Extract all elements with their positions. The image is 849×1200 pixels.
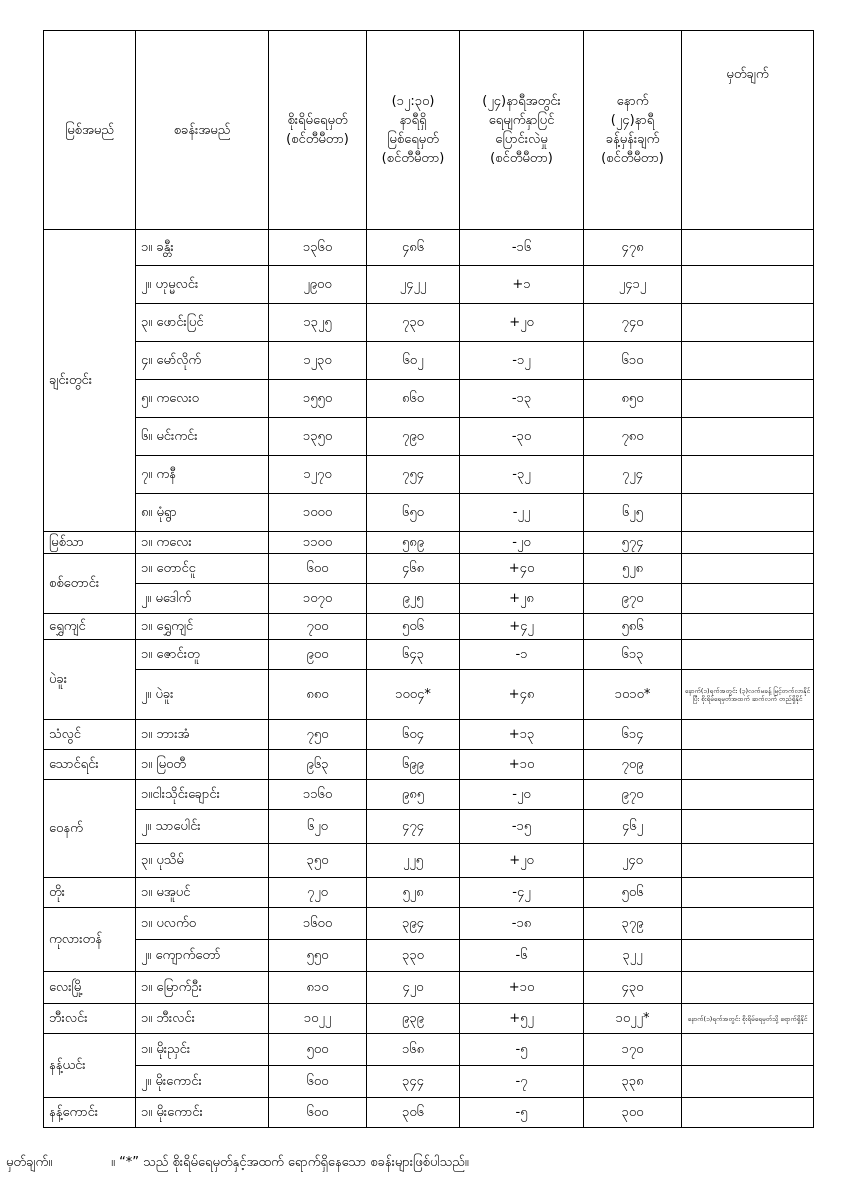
station-name: ၁။ ရွှေကျင် [136,614,269,640]
danger-level: ၆၀၀ [269,1066,367,1098]
table-row [44,584,814,614]
current-level: ၆၉၉ [367,750,460,780]
station-name: ၁။ မိုးညှင်း [136,1034,269,1066]
remark-cell [682,1066,814,1098]
table-row [44,940,814,972]
river-name: ပဲခူး [44,640,136,720]
station-name: ၁။ ခန္တီး [136,230,269,266]
river-name: လေးမြို့ [44,972,136,1004]
table-row [44,670,814,720]
current-level: ၅၈၉ [367,532,460,554]
station-name: ၁။ မအူပင် [136,878,269,908]
forecast-level: ၁၀၁၀* [584,670,682,720]
remark-cell [682,720,814,750]
station-name: ၁။ မြောက်ဦး [136,972,269,1004]
river-name: နန့်ယင်း [44,1034,136,1098]
remark-cell [682,266,814,304]
header-remark: မှတ်ချက် [682,31,814,230]
current-level: ၉၈၅ [367,780,460,810]
table-row [44,230,814,266]
level-change: -၆ [460,940,584,972]
danger-level: ၅၅၀ [269,940,367,972]
forecast-level: ၆၁၃ [584,640,682,670]
river-name: ဝေနက် [44,780,136,878]
danger-level: ၁၂၇၀ [269,456,367,494]
forecast-level: ၄၆၂ [584,810,682,844]
water-level-report [43,30,813,1128]
station-name: ၁။ မြဝတီ [136,750,269,780]
remark-cell [682,494,814,532]
current-level: ၄၇၄ [367,810,460,844]
danger-level: ၇၂၀ [269,878,367,908]
forecast-level: ၅၈၆ [584,614,682,640]
remark-cell [682,844,814,878]
footnote-label: မှတ်ချက်။ [6,1155,53,1170]
forecast-level: ၃၇၉ [584,908,682,940]
danger-level: ၉၆၃ [269,750,367,780]
danger-level: ၆၂၀ [269,810,367,844]
level-change: -၁ [460,640,584,670]
forecast-level: ၉၇၀ [584,584,682,614]
remark-cell [682,532,814,554]
current-level: ၆၅၀ [367,494,460,532]
station-name: ၈။ မုံရွာ [136,494,269,532]
current-level: ၇၉၀ [367,418,460,456]
river-name: ကုလားတန် [44,908,136,972]
current-level: ၂၂၅ [367,844,460,878]
current-level: ၄၆၈ [367,554,460,584]
level-change: +၂၀ [460,844,584,878]
remark-cell [682,878,814,908]
table-row [44,750,814,780]
level-change: -၅ [460,1098,584,1128]
station-name: ၁။ ဘီးလင်း [136,1004,269,1034]
danger-level: ၁၁၆၀ [269,780,367,810]
level-change: -၁၃ [460,380,584,418]
table-row [44,1066,814,1098]
table-row [44,304,814,342]
station-name: ၁။ ပလက်ဝ [136,908,269,940]
station-name: ၁။ ကလေး [136,532,269,554]
river-name: ရွှေကျင် [44,614,136,640]
table-row [44,908,814,940]
level-change: -၃၂ [460,456,584,494]
level-change: -၁၅ [460,810,584,844]
level-change: +၄၂ [460,614,584,640]
danger-level: ၁၃၅၀ [269,418,367,456]
station-name: ၃။ ပုသိမ် [136,844,269,878]
river-name: ချင်းတွင်း [44,230,136,532]
danger-level: ၂၉၀၀ [269,266,367,304]
remark-cell [682,554,814,584]
level-change: -၃၀ [460,418,584,456]
remark-cell [682,614,814,640]
current-level: ၂၄၂၂ [367,266,460,304]
forecast-level: ၅၀၆ [584,878,682,908]
table-row [44,1004,814,1034]
forecast-level: ၆၁၀ [584,342,682,380]
current-level: ၄၈၆ [367,230,460,266]
danger-level: ၁၃၆၀ [269,230,367,266]
forecast-level: ၄၇၈ [584,230,682,266]
forecast-level: ၇၄၀ [584,304,682,342]
remark-cell: နောက်(၁)ရက်အတွင်း စိုးရိမ်ရေမှတ်သို့ ရောက်ရှိနိုင် [682,1004,814,1034]
level-change: -၁၂ [460,342,584,380]
current-level: ၈၆၀ [367,380,460,418]
current-level: ၃၄၄ [367,1066,460,1098]
current-level: ၃၉၄ [367,908,460,940]
table-row [44,640,814,670]
table-row [44,418,814,456]
current-level: ၁၆၈ [367,1034,460,1066]
header-river: မြစ်အမည် [44,31,136,230]
station-name: ၂။ ပဲခူး [136,670,269,720]
table-body [44,230,814,1128]
current-level: ၁၀၀၄* [367,670,460,720]
remark-cell [682,584,814,614]
table-row [44,844,814,878]
level-change: -၁၆ [460,230,584,266]
header-current-level: (၁၂:၃၀) နာရီရှိ မြစ်ရေမှတ် (စင်တီမီတာ) [367,31,460,230]
danger-level: ၁၅၅၀ [269,380,367,418]
table-row [44,342,814,380]
station-name: ၄။ မော်လိုက် [136,342,269,380]
current-level: ၅၂၈ [367,878,460,908]
forecast-level: ၁၀၂၂* [584,1004,682,1034]
level-change: +၂၀ [460,304,584,342]
remark-cell [682,810,814,844]
danger-level: ၇၀၀ [269,614,367,640]
current-level: ၅၀၆ [367,614,460,640]
current-level: ၃၀၆ [367,1098,460,1128]
table-row [44,720,814,750]
remark-cell [682,304,814,342]
table-row [44,266,814,304]
forecast-level: ၂၄၁၂ [584,266,682,304]
forecast-level: ၃၂၂ [584,940,682,972]
level-change: +၁ [460,266,584,304]
forecast-level: ၇၀၉ [584,750,682,780]
station-name: ၁။ ဇောင်းတူ [136,640,269,670]
danger-level: ၅၀၀ [269,1034,367,1066]
danger-level: ၃၅၀ [269,844,367,878]
danger-level: ၇၅၀ [269,720,367,750]
station-name: ၂။ ကျောက်တော် [136,940,269,972]
table-row [44,878,814,908]
forecast-level: ၄၃၀ [584,972,682,1004]
current-level: ၇၃၀ [367,304,460,342]
remark-cell [682,940,814,972]
station-name: ၆။ မင်းကင်း [136,418,269,456]
station-name: ၁။ မိုးကောင်း [136,1098,269,1128]
water-level-table [43,30,814,1128]
remark-cell: နောက်(၁)ရက်အတွင်း (၃)လက်မခန့် မြင့်တက်လာနိုင်ပြီး စိုးရိမ်ရေမှတ်အထက် ဆက်လက် တည်ရှိနိုင် [682,670,814,720]
river-name: တိုး [44,878,136,908]
station-name: ၁။ငါးသိုင်းချောင်း [136,780,269,810]
remark-cell [682,418,814,456]
current-level: ၉၃၉ [367,1004,460,1034]
table-row [44,532,814,554]
header-row [44,31,814,230]
station-name: ၂။ ဟုမ္မလင်း [136,266,269,304]
forecast-level: ၂၄၀ [584,844,682,878]
footnote [6,1154,469,1173]
station-name: ၂။ သာပေါင်း [136,810,269,844]
header-24h-change: (၂၄)နာရီအတွင်း ရေမျက်နှာပြင် ပြောင်းလဲမှု (စင်တီမီတာ) [460,31,584,230]
table-row [44,614,814,640]
danger-level: ၆၀၀ [269,1098,367,1128]
danger-level: ၉၀၀ [269,640,367,670]
level-change: -၄၂ [460,878,584,908]
station-name: ၇။ ကနီ [136,456,269,494]
table-row [44,972,814,1004]
forecast-level: ၉၇၀ [584,780,682,810]
danger-level: ၁၀၂၂ [269,1004,367,1034]
table-row [44,456,814,494]
table-row [44,780,814,810]
level-change: -၅ [460,1034,584,1066]
forecast-level: ၇၂၄ [584,456,682,494]
river-name: သံလွင် [44,720,136,750]
station-name: ၃။ ဖောင်းပြင် [136,304,269,342]
forecast-level: ၅၂၈ [584,554,682,584]
current-level: ၆၀၄ [367,720,460,750]
table-row [44,554,814,584]
current-level: ၉၂၅ [367,584,460,614]
station-name: ၁။ ဘားအံ [136,720,269,750]
level-change: -၂၀ [460,532,584,554]
level-change: -၂၀ [460,780,584,810]
header-danger-level: စိုးရိမ်ရေမှတ် (စင်တီမီတာ) [269,31,367,230]
station-name: ၁။ တောင်ငူ [136,554,269,584]
danger-level: ၆၀၀ [269,554,367,584]
level-change: -၂၂ [460,494,584,532]
river-name: သောင်ရင်း [44,750,136,780]
level-change: +၁၀ [460,750,584,780]
level-change: -၇ [460,1066,584,1098]
table-row [44,494,814,532]
header-station: စခန်းအမည် [136,31,269,230]
danger-level: ၁၂၃၀ [269,342,367,380]
forecast-level: ၈၅၀ [584,380,682,418]
current-level: ၆၀၂ [367,342,460,380]
level-change: +၅၂ [460,1004,584,1034]
river-name: မြစ်သာ [44,532,136,554]
current-level: ၃၃၀ [367,940,460,972]
footnote-text: ။ “*” သည် စိုးရိမ်ရေမှတ်နှင့်အထက် ရောက်ရှိနေသော စခန်းများဖြစ်ပါသည်။ [111,1155,469,1170]
danger-level: ၁၆၀၀ [269,908,367,940]
danger-level: ၈၁၀ [269,972,367,1004]
level-change: +၁၃ [460,720,584,750]
remark-cell [682,640,814,670]
station-name: ၅။ ကလေးဝ [136,380,269,418]
forecast-level: ၅၇၄ [584,532,682,554]
forecast-level: ၆၁၄ [584,720,682,750]
remark-cell [682,1034,814,1066]
level-change: +၁၀ [460,972,584,1004]
current-level: ၄၂၀ [367,972,460,1004]
table-row [44,1034,814,1066]
river-name: စစ်တောင်း [44,554,136,614]
river-name: နန့်ကောင်း [44,1098,136,1128]
remark-cell [682,456,814,494]
danger-level: ၁၁၀၀ [269,532,367,554]
remark-cell [682,750,814,780]
remark-cell [682,780,814,810]
station-name: ၂။ မဒေါက် [136,584,269,614]
level-change: +၄၈ [460,670,584,720]
remark-cell [682,1098,814,1128]
level-change: +၂၈ [460,584,584,614]
station-name: ၂။ မိုးကောင်း [136,1066,269,1098]
table-row [44,810,814,844]
remark-cell [682,908,814,940]
remark-cell [682,972,814,1004]
table-row [44,380,814,418]
danger-level: ၁၃၂၅ [269,304,367,342]
forecast-level: ၃၃၈ [584,1066,682,1098]
remark-cell [682,230,814,266]
remark-cell [682,342,814,380]
header-forecast: နောက် (၂၄)နာရီ ခန့်မှန်းချက် (စင်တီမီတာ) [584,31,682,230]
level-change: +၄၀ [460,554,584,584]
forecast-level: ၇၈၀ [584,418,682,456]
current-level: ၇၅၄ [367,456,460,494]
danger-level: ၁၀၀၀ [269,494,367,532]
danger-level: ၈၈၀ [269,670,367,720]
forecast-level: ၁၇၀ [584,1034,682,1066]
table-row [44,1098,814,1128]
river-name: ဘီးလင်း [44,1004,136,1034]
forecast-level: ၆၂၅ [584,494,682,532]
current-level: ၆၄၃ [367,640,460,670]
remark-cell [682,380,814,418]
level-change: -၁၈ [460,908,584,940]
danger-level: ၁၀၇၀ [269,584,367,614]
forecast-level: ၃၀၀ [584,1098,682,1128]
